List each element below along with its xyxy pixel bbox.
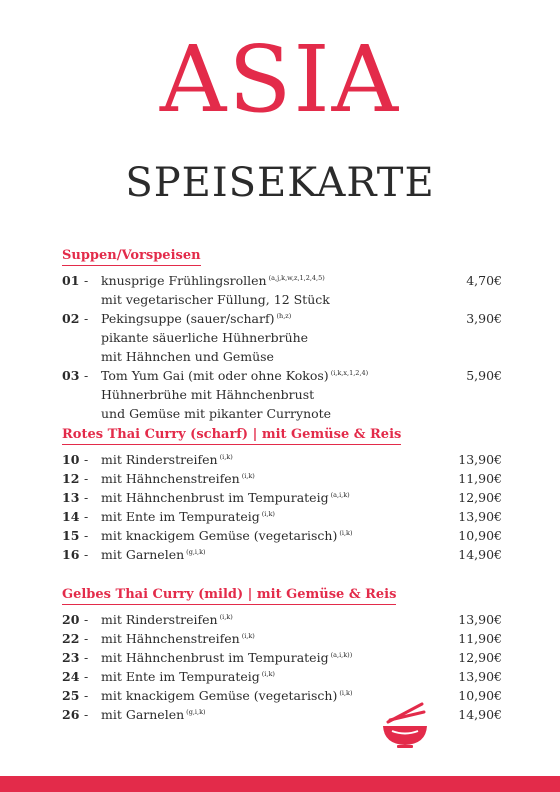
item-detail-line: pikante säuerliche Hühnerbrühe: [101, 330, 309, 345]
item-name: Pekingsuppe (sauer/scharf): [101, 311, 275, 326]
item-price: 12,90€: [458, 650, 502, 665]
item-separator: -: [84, 490, 89, 505]
item-number: 12: [62, 471, 80, 486]
menu-item: [62, 366, 502, 423]
item-name: mit Ente im Tempurateig: [101, 509, 260, 524]
item-name: mit Hähnchenstreifen: [101, 631, 240, 646]
item-price: 13,90€: [458, 452, 502, 467]
item-price: 11,90€: [458, 471, 502, 486]
item-description: [101, 469, 442, 488]
item-separator: -: [84, 707, 89, 722]
item-number: 25: [62, 688, 80, 703]
item-number: 15: [62, 528, 80, 543]
item-description: [101, 545, 442, 564]
allergen-codes: (a,i,k)): [330, 651, 353, 659]
item-number: 02: [62, 311, 80, 326]
item-separator: -: [84, 509, 89, 524]
item-name: mit Hähnchenbrust im Tempurateig: [101, 490, 329, 505]
menu-item: [62, 610, 502, 629]
item-number: 03: [62, 368, 80, 383]
item-description: [101, 366, 442, 423]
item-separator: -: [84, 631, 89, 646]
item-name: mit Garnelen: [101, 707, 185, 722]
item-name: mit Rinderstreifen: [101, 452, 218, 467]
item-price: 11,90€: [458, 631, 502, 646]
section-soups: [62, 244, 502, 423]
item-description: [101, 450, 442, 469]
section-yellow-curry: [62, 583, 502, 724]
item-name: mit knackigem Gemüse (vegetarisch): [101, 528, 338, 543]
item-price: 5,90€: [466, 368, 502, 383]
bottom-bar: [0, 776, 560, 792]
item-description: [101, 271, 442, 309]
menu-item: [62, 469, 502, 488]
item-price: 14,90€: [458, 707, 502, 722]
menu-item: [62, 271, 502, 309]
section-title: Suppen/Vorspeisen: [62, 248, 201, 266]
item-name: mit Hähnchenbrust im Tempurateig: [101, 650, 329, 665]
item-number: 10: [62, 452, 80, 467]
item-number: 20: [62, 612, 80, 627]
item-description: [101, 648, 442, 667]
item-detail-line: mit Hähnchen und Gemüse: [101, 349, 274, 364]
section-title: Rotes Thai Curry (scharf) | mit Gemüse & Reis: [62, 427, 401, 445]
item-description: [101, 488, 442, 507]
allergen-codes: (a,i,k): [330, 491, 350, 499]
menu-item: [62, 705, 502, 724]
item-price: 13,90€: [458, 509, 502, 524]
item-name: mit Garnelen: [101, 547, 185, 562]
item-detail-line: mit vegetarischer Füllung, 12 Stück: [101, 292, 330, 307]
item-number: 26: [62, 707, 80, 722]
item-separator: -: [84, 273, 89, 288]
menu-item: [62, 629, 502, 648]
rice-bowl-chopsticks-icon: [380, 700, 430, 750]
item-price: 10,90€: [458, 688, 502, 703]
item-detail-line: Hühnerbrühe mit Hähnchenbrust: [101, 387, 315, 402]
item-price: 12,90€: [458, 490, 502, 505]
section-title: Gelbes Thai Curry (mild) | mit Gemüse & Reis: [62, 587, 396, 605]
allergen-codes: (i,k): [339, 529, 353, 537]
allergen-codes: (i,k): [261, 670, 275, 678]
item-separator: -: [84, 612, 89, 627]
item-separator: -: [84, 368, 89, 383]
item-separator: -: [84, 311, 89, 326]
item-price: 14,90€: [458, 547, 502, 562]
item-price: 13,90€: [458, 669, 502, 684]
item-name: mit Rinderstreifen: [101, 612, 218, 627]
item-detail-line: und Gemüse mit pikanter Currynote: [101, 406, 332, 421]
item-separator: -: [84, 547, 89, 562]
item-number: 24: [62, 669, 80, 684]
page-title: ASIA: [159, 26, 401, 133]
item-number: 23: [62, 650, 80, 665]
allergen-codes: (i,k): [241, 632, 255, 640]
item-number: 14: [62, 509, 80, 524]
section-red-curry: [62, 423, 502, 564]
allergen-codes: (i,k,x,1,2,4): [330, 369, 369, 377]
menu-item: [62, 545, 502, 564]
item-separator: -: [84, 650, 89, 665]
item-name: Tom Yum Gai (mit oder ohne Kokos): [101, 368, 329, 383]
menu-item: [62, 309, 502, 366]
allergen-codes: (i,k): [241, 472, 255, 480]
menu-item: [62, 648, 502, 667]
item-separator: -: [84, 688, 89, 703]
menu-item: [62, 526, 502, 545]
allergen-codes: (i,k): [261, 510, 275, 518]
item-description: [101, 629, 442, 648]
allergen-codes: (i,k): [219, 453, 233, 461]
item-separator: -: [84, 471, 89, 486]
item-name: mit Ente im Tempurateig: [101, 669, 260, 684]
item-name: mit Hähnchenstreifen: [101, 471, 240, 486]
item-price: 13,90€: [458, 612, 502, 627]
menu-item: [62, 488, 502, 507]
item-description: [101, 507, 442, 526]
item-name: mit knackigem Gemüse (vegetarisch): [101, 688, 338, 703]
item-name: knusprige Frühlingsrollen: [101, 273, 267, 288]
allergen-codes: (g,i,k): [186, 548, 206, 556]
menu-item: [62, 686, 502, 705]
item-separator: -: [84, 669, 89, 684]
item-separator: -: [84, 528, 89, 543]
menu-item: [62, 450, 502, 469]
menu-item: [62, 667, 502, 686]
item-description: [101, 610, 442, 629]
allergen-codes: (g,i,k): [186, 708, 206, 716]
item-price: 4,70€: [466, 273, 502, 288]
allergen-codes: (a,j,k,w,z,1,2,4,5): [268, 274, 325, 282]
item-number: 13: [62, 490, 80, 505]
page-subtitle: SPEISEKARTE: [125, 160, 435, 206]
item-description: [101, 526, 442, 545]
allergen-codes: (h,z): [276, 312, 292, 320]
allergen-codes: (i,k): [219, 613, 233, 621]
item-description: [101, 667, 442, 686]
item-price: 10,90€: [458, 528, 502, 543]
item-number: 01: [62, 273, 80, 288]
item-number: 16: [62, 547, 80, 562]
item-price: 3,90€: [466, 311, 502, 326]
item-description: [101, 309, 442, 366]
item-separator: -: [84, 452, 89, 467]
menu-item: [62, 507, 502, 526]
allergen-codes: (i,k): [339, 689, 353, 697]
item-number: 22: [62, 631, 80, 646]
